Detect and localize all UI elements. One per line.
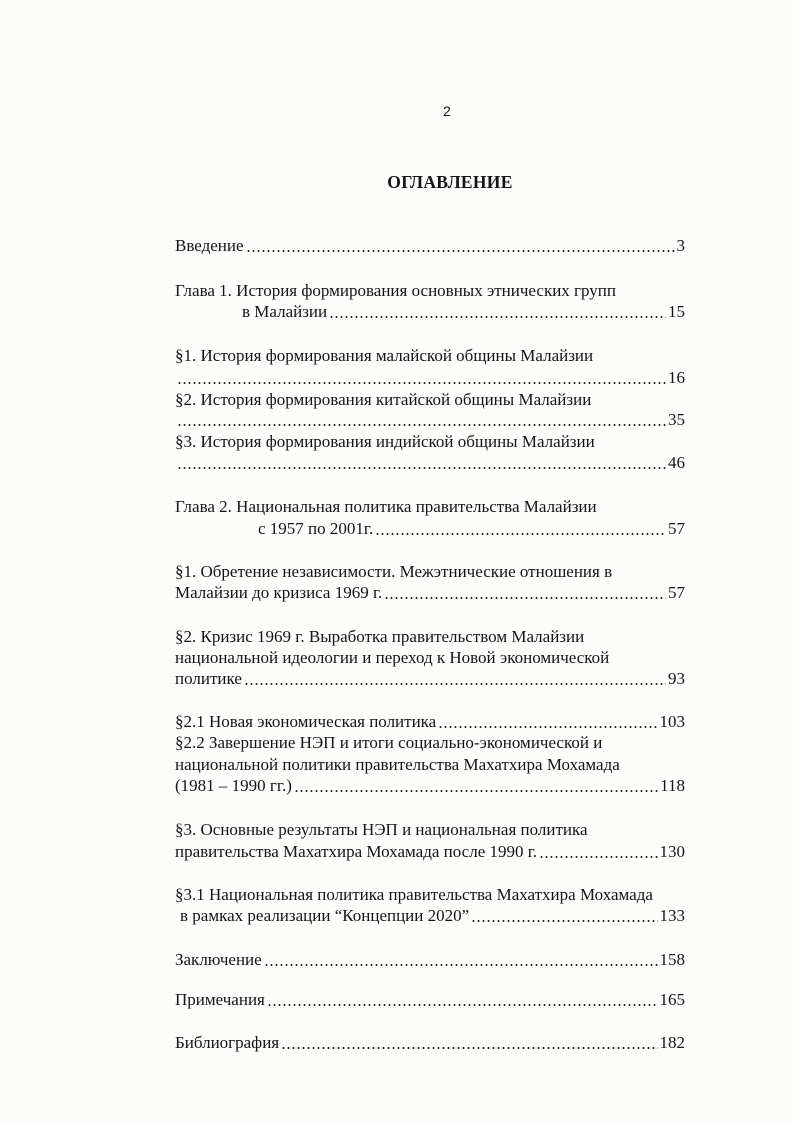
dot-leader: [375, 533, 666, 535]
entry-page: 103: [659, 712, 685, 731]
toc-entry-ch2-s22[interactable]: [175, 775, 685, 797]
entry-text: Библиография: [175, 1033, 280, 1052]
dot-leader: [177, 382, 666, 384]
toc-entry-ch1-s3[interactable]: [175, 452, 685, 474]
dot-leader: [294, 790, 658, 792]
page-number: 2: [443, 103, 451, 119]
entry-page: 46: [668, 453, 685, 472]
dot-leader: [329, 316, 666, 318]
toc-entry-ch2-title[interactable]: Глава 2. Национальная политика правительства Малайзии: [175, 497, 597, 516]
toc-entry-ch1-s1-title[interactable]: §1. История формирования малайской общины Малайзии: [175, 346, 594, 365]
toc-entry-ch2-s3[interactable]: [175, 841, 685, 863]
toc-entry-ch2-s2-title-2[interactable]: национальной идеологии и переход к Новой экономической: [175, 648, 610, 667]
page-title: ОГЛАВЛЕНИЕ: [387, 172, 513, 192]
dot-leader: [438, 726, 657, 728]
entry-text: политике: [175, 669, 242, 688]
toc-entry-ch1-s3-title[interactable]: §3. История формирования индийской общины Малайзии: [175, 432, 595, 451]
entry-text: в Малайзии: [242, 302, 328, 321]
entry-page: 130: [659, 842, 685, 861]
toc-entry-ch2[interactable]: [258, 518, 685, 540]
dot-leader: [246, 250, 675, 252]
entry-page: 16: [668, 368, 685, 387]
toc-entry-ch2-s21[interactable]: [175, 711, 685, 733]
dot-leader: [539, 856, 657, 858]
entry-page: 15: [668, 302, 685, 321]
entry-text: Введение: [175, 236, 244, 255]
dot-leader: [244, 683, 666, 685]
dot-leader: [384, 597, 666, 599]
toc-entry-ch2-s22-title[interactable]: §2.2 Завершение НЭП и итоги социально-экономической и: [175, 733, 603, 752]
entry-text: §2.1 Новая экономическая политика: [175, 712, 437, 731]
entry-page: 57: [668, 519, 685, 538]
dot-leader: [267, 1004, 658, 1006]
entry-page: 158: [659, 950, 685, 969]
entry-text: (1981 – 1990 гг.): [175, 776, 292, 795]
toc-entry-ch1-s1[interactable]: [175, 367, 685, 389]
toc-entry-ch2-s22-title-2[interactable]: национальной политики правительства Махатхира Мохамада: [175, 755, 620, 774]
entry-page: 93: [668, 669, 685, 688]
entry-text: Примечания: [175, 990, 265, 1009]
entry-text: Малайзии до кризиса 1969 г.: [175, 583, 383, 602]
entry-text: с 1957 по 2001г.: [258, 519, 374, 538]
toc-entry-ch2-s2-title[interactable]: §2. Кризис 1969 г. Выработка правительством Малайзии: [175, 627, 585, 646]
dot-leader: [177, 424, 666, 426]
entry-page: 57: [668, 583, 685, 602]
toc-entry-ch2-s1[interactable]: [175, 582, 685, 604]
entry-text: правительства Махатхира Мохамада после 1990 г.: [175, 842, 538, 861]
entry-page: 3: [676, 236, 685, 255]
entry-page: 165: [659, 990, 685, 1009]
toc-entry-ch1-s2-title[interactable]: §2. История формирования китайской общины Малайзии: [175, 390, 592, 409]
dot-leader: [264, 964, 658, 966]
toc-entry-notes[interactable]: [175, 989, 685, 1011]
entry-text: в рамках реализации “Концепции 2020”: [180, 906, 470, 925]
toc-entry-ch1-title[interactable]: Глава 1. История формирования основных этнических групп: [175, 281, 616, 300]
dot-leader: [281, 1047, 657, 1049]
toc-entry-intro[interactable]: [175, 235, 685, 257]
toc-entry-ch2-s31-title[interactable]: §3.1 Национальная политика правительства Махатхира Мохамада: [175, 885, 653, 904]
toc-entry-ch2-s1-title[interactable]: §1. Обретение независимости. Межэтнические отношения в: [175, 562, 613, 581]
dot-leader: [471, 920, 657, 922]
toc-entry-ch1[interactable]: [242, 301, 685, 323]
toc-entry-bibliography[interactable]: [175, 1032, 685, 1054]
toc-entry-ch2-s2[interactable]: [175, 668, 685, 690]
toc-entry-ch2-s31[interactable]: [180, 905, 685, 927]
toc-entry-ch2-s3-title[interactable]: §3. Основные результаты НЭП и национальная политика: [175, 820, 588, 839]
toc-entry-conclusion[interactable]: [175, 949, 685, 971]
toc-entry-ch1-s2[interactable]: [175, 409, 685, 431]
entry-page: 182: [659, 1033, 685, 1052]
entry-page: 35: [668, 410, 685, 429]
entry-page: 133: [659, 906, 685, 925]
entry-page: 118: [660, 776, 685, 795]
entry-text: Заключение: [175, 950, 262, 969]
dot-leader: [177, 467, 666, 469]
